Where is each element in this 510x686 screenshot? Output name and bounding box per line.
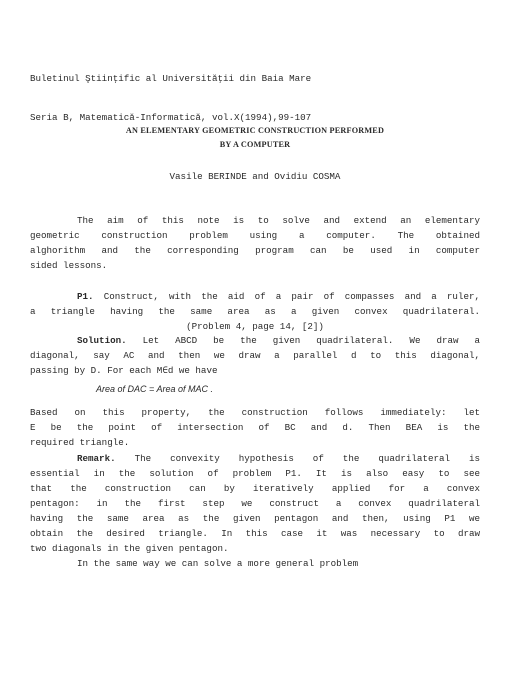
solution-line-6: required triangle. — [30, 437, 130, 448]
title-line-1: AN ELEMENTARY GEOMETRIC CONSTRUCTION PERFORMED — [125, 126, 385, 135]
solution-line-3: passing by D. For each M∈d we have — [30, 365, 218, 376]
paper-authors: Vasile BERINDE and Ovidiu COSMA — [169, 171, 341, 182]
remark-line-7: two diagonals in the given pentagon. — [30, 543, 229, 554]
solution-text-1: Let ABCD be the given quadrilateral. We draw a — [142, 335, 480, 346]
abstract-section — [30, 213, 480, 273]
problem-text-1: Construct, with the aid of a pair of compasses and a ruler, — [103, 291, 480, 302]
problem-label: P1. — [77, 291, 94, 302]
paper-title — [0, 124, 510, 152]
abstract-line-2: geometric construction problem using a computer. The obtained — [30, 230, 480, 241]
remark-line-5: having the same area as the given pentagon and then, using P1 we — [30, 513, 480, 524]
solution-line-4: Based on this property, the construction follows immediately: let — [30, 407, 480, 418]
solution-line-5: E be the point of intersection of BC and d. Then BEA is the — [30, 422, 480, 433]
remark-line-4: pentagon: in the first step we construct a convex quadrilateral — [30, 498, 480, 509]
abstract-line-3: alghorithm and the corresponding program can be used in computer — [30, 245, 480, 256]
solution-line-2: diagonal, say AC and then we draw a parallel d to this diagonal, — [30, 350, 480, 361]
solution-section — [30, 333, 480, 450]
abstract-line-1: The aim of this note is to solve and extend an elementary — [77, 215, 480, 226]
solution-formula: Area of DAC = Area of MAC . — [96, 384, 213, 394]
problem-reference: (Problem 4, page 14, [2]) — [186, 321, 324, 332]
problem-section — [30, 289, 480, 334]
remark-section — [30, 451, 480, 571]
remark-line-3: that the construction can by iteratively applied for a convex — [30, 483, 480, 494]
remark-line-2: essential in the solution of problem P1. It is also easy to see — [30, 468, 480, 479]
remark-line-8: In the same way we can solve a more general problem — [77, 558, 359, 569]
remark-line-6: obtain the desired triangle. In this case it was necessary to draw — [30, 528, 480, 539]
solution-label: Solution. — [77, 335, 127, 346]
solution-line-1 — [30, 333, 480, 348]
remark-line-1 — [30, 451, 480, 466]
journal-name: Buletinul Ştiinţific al Universităţii din Baia Mare — [30, 73, 312, 84]
remark-label: Remark. — [77, 453, 116, 464]
problem-line-1 — [30, 289, 480, 304]
abstract-line-4: sided lessons. — [30, 260, 108, 271]
problem-line-2: a triangle having the same area as a given convex quadrilateral. — [30, 306, 480, 317]
journal-series: Seria B, Matematică-Informatică, vol.X(1994),99-107 — [30, 112, 312, 123]
remark-text-1: The convexity hypothesis of the quadrilateral is — [134, 453, 480, 464]
title-line-2: BY A COMPUTER — [219, 140, 291, 149]
